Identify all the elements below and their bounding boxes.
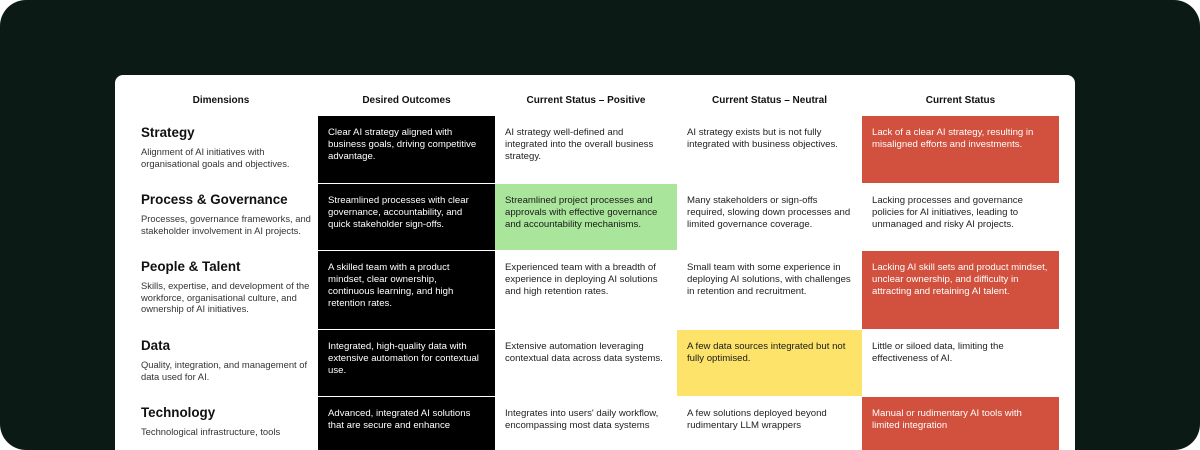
status-neutral-cell: Many stakeholders or sign-offs required, slowing down processes and limited governance coverage. — [677, 183, 862, 250]
dimension-title: Technology — [141, 405, 216, 420]
table-row — [124, 183, 1059, 250]
dimension-description: Alignment of AI initiatives with organisational goals and objectives. — [141, 146, 290, 169]
dimension-cell — [124, 116, 318, 183]
status-cell-red: Lacking AI skill sets and product mindset, unclear ownership, and difficulty in attracting and retaining AI talent. — [862, 250, 1059, 329]
desired-outcome-cell: Streamlined processes with clear governance, accountability, and quick stakeholder sign-offs. — [318, 183, 495, 250]
status-neutral-cell-yellow: A few data sources integrated but not fully optimised. — [677, 329, 862, 396]
header-status: Current Status — [925, 95, 996, 106]
dimension-title: People & Talent — [141, 259, 241, 274]
header-row — [124, 85, 1059, 116]
desired-outcome-cell: A skilled team with a product mindset, clear ownership, continuous learning, and high retention rates. — [318, 250, 495, 329]
status-positive-cell: Extensive automation leveraging contextual data across data systems. — [495, 329, 677, 396]
status-positive-cell: Experienced team with a breadth of experience in deploying AI solutions and high retention rates. — [495, 250, 677, 329]
ai-maturity-card — [115, 75, 1075, 450]
status-positive-cell: Integrates into users' daily workflow, encompassing most data systems — [495, 396, 677, 450]
table-row — [124, 396, 1059, 450]
desired-outcome-cell: Advanced, integrated AI solutions that are secure and enhance — [318, 396, 495, 450]
dimension-description: Quality, integration, and management of data used for AI. — [141, 359, 308, 382]
table-row — [124, 329, 1059, 396]
status-neutral-cell: Small team with some experience in deploying AI solutions, with challenges in retention and recruitment. — [677, 250, 862, 329]
dimension-title: Data — [141, 338, 171, 353]
status-neutral-cell: A few solutions deployed beyond rudimentary LLM wrappers — [677, 396, 862, 450]
status-neutral-cell: AI strategy exists but is not fully integrated with business objectives. — [687, 127, 838, 151]
status-cell-red: Lack of a clear AI strategy, resulting in misaligned efforts and investments. — [862, 116, 1059, 183]
status-positive-cell: AI strategy well-defined and integrated into the overall business strategy. — [505, 127, 654, 163]
status-cell: Little or siloed data, limiting the effectiveness of AI. — [862, 329, 1059, 396]
dimension-description: Technological infrastructure, tools — [141, 426, 281, 437]
dimension-cell — [124, 250, 318, 329]
dimension-description: Skills, expertise, and development of the workforce, organisational culture, and ownership of AI initiatives. — [141, 280, 310, 315]
header-desired-outcomes: Desired Outcomes — [362, 95, 451, 106]
table-row — [124, 250, 1059, 329]
ai-maturity-table — [124, 85, 1059, 450]
status-cell-red: Manual or rudimentary AI tools with limited integration — [862, 396, 1059, 450]
header-status-positive: Current Status – Positive — [526, 95, 646, 106]
dimension-title: Process & Governance — [141, 192, 288, 207]
header-dimensions: Dimensions — [192, 95, 250, 106]
dimension-description: Processes, governance frameworks, and stakeholder involvement in AI projects. — [141, 213, 311, 236]
dimension-cell — [124, 329, 318, 396]
desired-outcome-cell: Integrated, high-quality data with extensive automation for contextual use. — [318, 329, 495, 396]
status-cell: Lacking processes and governance policies for AI initiatives, leading to unmanaged and risky AI projects. — [862, 183, 1059, 250]
header-status-neutral: Current Status – Neutral — [711, 95, 828, 106]
dimension-cell — [124, 183, 318, 250]
dimension-title: Strategy — [141, 125, 195, 140]
desired-outcome-cell: Clear AI strategy aligned with business goals, driving competitive advantage. — [318, 116, 495, 183]
table-row — [124, 116, 1059, 183]
dimension-cell — [124, 396, 318, 450]
status-positive-cell-green: Streamlined project processes and approvals with effective governance and accountability mechanisms. — [495, 183, 677, 250]
